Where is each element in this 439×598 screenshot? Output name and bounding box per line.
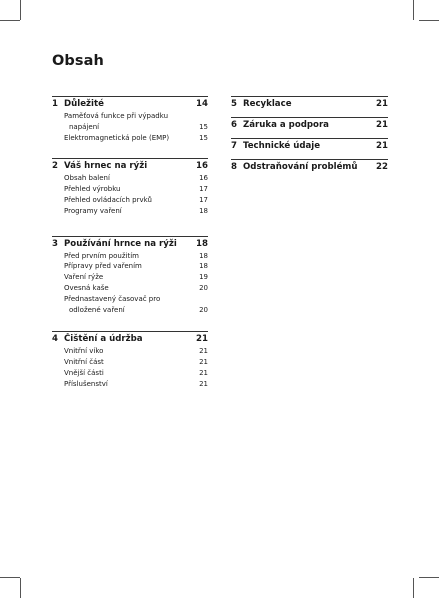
toc-section xyxy=(52,158,208,216)
section-title: Používání hrnce na rýži xyxy=(64,238,177,249)
entry-page: 19 xyxy=(199,273,208,282)
crop-mark xyxy=(419,20,439,21)
section-number: 7 xyxy=(231,141,237,151)
section-page: 21 xyxy=(376,99,388,109)
toc-section-heading[interactable] xyxy=(52,160,208,172)
section-page: 21 xyxy=(376,120,388,130)
toc-entry[interactable] xyxy=(52,368,208,379)
entry-title: Přednastavený časovač pro xyxy=(64,294,161,303)
entry-page: 15 xyxy=(199,122,208,131)
section-page: 18 xyxy=(196,238,208,249)
entry-page: 18 xyxy=(199,251,208,260)
toc-entry[interactable] xyxy=(52,283,208,294)
section-number: 5 xyxy=(231,99,237,109)
toc-section xyxy=(231,138,388,152)
section-title: Technické údaje xyxy=(243,141,321,151)
toc-entry[interactable] xyxy=(52,261,208,272)
entry-title: Vnější části xyxy=(64,368,104,377)
section-number: 2 xyxy=(52,161,58,172)
crop-mark xyxy=(413,578,414,598)
entry-title: Vnitřní víko xyxy=(64,347,104,356)
toc-section-heading[interactable] xyxy=(231,98,388,110)
entry-title: Vaření rýže xyxy=(64,273,104,282)
entry-page: 21 xyxy=(199,358,208,367)
toc-entry[interactable] xyxy=(52,294,208,316)
entry-page: 15 xyxy=(199,133,208,142)
entry-title: Vnitřní část xyxy=(64,358,104,367)
toc-entry[interactable] xyxy=(52,251,208,262)
entry-title: Obsah balení xyxy=(64,174,110,183)
entry-page: 21 xyxy=(199,368,208,377)
section-title: Čištění a údržba xyxy=(64,334,143,345)
section-number: 6 xyxy=(231,120,237,130)
entry-title-continued: napájení xyxy=(69,122,100,131)
toc-entry[interactable] xyxy=(52,195,208,206)
toc-section xyxy=(52,236,208,316)
section-page: 22 xyxy=(376,162,388,172)
section-number: 4 xyxy=(52,334,58,345)
section-number: 3 xyxy=(52,238,58,249)
section-title: Záruka a podpora xyxy=(243,120,329,130)
toc-section xyxy=(231,159,388,173)
entry-page: 21 xyxy=(199,379,208,388)
section-page: 16 xyxy=(196,161,208,172)
toc-section xyxy=(52,96,208,143)
crop-mark xyxy=(0,20,20,21)
section-title: Důležité xyxy=(64,99,104,109)
entry-title: Příslušenství xyxy=(64,379,108,388)
section-number: 8 xyxy=(231,162,237,172)
toc-section xyxy=(231,96,388,110)
entry-page: 18 xyxy=(199,206,208,215)
entry-title: Paměťová funkce při výpadku xyxy=(64,112,169,120)
section-title: Recyklace xyxy=(243,99,292,109)
entry-page: 20 xyxy=(199,283,208,292)
toc-right-column xyxy=(231,96,388,180)
toc-section-heading[interactable] xyxy=(52,238,208,250)
section-page: 21 xyxy=(376,141,388,151)
toc-entry[interactable] xyxy=(52,111,208,133)
entry-title-continued: odložené vaření xyxy=(69,305,125,314)
entry-title: Programy vaření xyxy=(64,206,122,215)
section-page: 14 xyxy=(196,99,208,109)
entry-title: Přehled ovládacích prvků xyxy=(64,195,152,204)
toc-section xyxy=(231,117,388,131)
section-number: 1 xyxy=(52,99,58,109)
entry-title: Před prvním použitím xyxy=(64,251,139,260)
toc-entry[interactable] xyxy=(52,357,208,368)
toc-entry[interactable] xyxy=(52,272,208,283)
section-title: Váš hrnec na rýži xyxy=(64,161,148,172)
crop-mark xyxy=(20,578,21,598)
section-page: 21 xyxy=(196,334,208,345)
toc-entry[interactable] xyxy=(52,206,208,217)
entry-title: Elektromagnetická pole (EMP) xyxy=(64,133,170,142)
toc-section-heading[interactable] xyxy=(231,140,388,152)
page-title: Obsah xyxy=(52,53,104,69)
entry-title: Přehled výrobku xyxy=(64,185,121,194)
toc-section-heading[interactable] xyxy=(52,333,208,345)
crop-mark xyxy=(413,0,414,20)
toc-left-column xyxy=(52,96,208,405)
entry-page: 17 xyxy=(199,195,208,204)
entry-title: Ovesná kaše xyxy=(64,283,109,292)
crop-mark xyxy=(0,577,20,578)
toc-section-heading[interactable] xyxy=(52,98,208,110)
entry-page: 21 xyxy=(199,347,208,356)
toc-entry[interactable] xyxy=(52,346,208,357)
toc-entry[interactable] xyxy=(52,133,208,144)
crop-mark xyxy=(20,0,21,20)
entry-page: 16 xyxy=(199,174,208,183)
toc-section-heading[interactable] xyxy=(231,161,388,173)
entry-title: Přípravy před vařením xyxy=(64,262,142,271)
toc-section xyxy=(52,331,208,389)
toc-entry[interactable] xyxy=(52,379,208,390)
entry-page: 20 xyxy=(199,305,208,314)
toc-section-heading[interactable] xyxy=(231,119,388,131)
toc-entry[interactable] xyxy=(52,173,208,184)
crop-mark xyxy=(419,577,439,578)
entry-page: 18 xyxy=(199,262,208,271)
entry-page: 17 xyxy=(199,185,208,194)
section-title: Odstraňování problémů xyxy=(243,162,358,172)
toc-entry[interactable] xyxy=(52,184,208,195)
